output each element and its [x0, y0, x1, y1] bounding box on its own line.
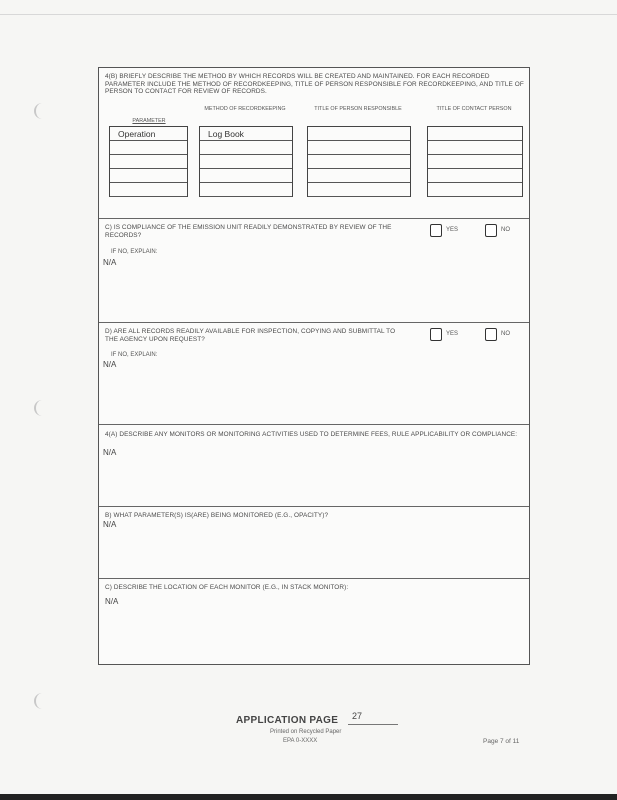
method-cell[interactable]: [200, 183, 292, 197]
punch-hole-bottom: [34, 693, 48, 709]
compliance-yes-label: YES: [446, 227, 459, 233]
parameters-answer[interactable]: N/A: [103, 520, 117, 529]
compliance-explain-label: IF NO, EXPLAIN:: [111, 249, 158, 255]
availability-section: [99, 322, 529, 425]
compliance-answer[interactable]: N/A: [103, 258, 117, 267]
location-section: [99, 578, 529, 664]
application-form: [98, 67, 530, 665]
parameters-question: B) WHAT PARAMETER(S) IS(ARE) BEING MONITORED (E.G., OPACITY)?: [105, 512, 329, 519]
compliance-section: [99, 218, 529, 323]
contact-cell[interactable]: [428, 169, 522, 183]
page-of-count: Page 7 of 11: [483, 738, 520, 745]
application-page-number: 27: [352, 711, 363, 721]
page-number-underline: [348, 724, 398, 725]
parameters-section: [99, 506, 529, 579]
form-identifier: EPA 0-XXXX: [283, 738, 318, 744]
col-parameter-header: PARAMETER: [132, 118, 166, 124]
responsible-cell[interactable]: [308, 155, 410, 169]
method-column: [199, 126, 293, 197]
punch-hole-middle: [34, 400, 48, 416]
monitors-question: 4(A) DESCRIBE ANY MONITORS OR MONITORING ACTIVITIES USED TO DETERMINE FEES, RULE APPLICABILITY OR COMPLIANCE:: [105, 431, 518, 438]
compliance-question: C) IS COMPLIANCE OF THE EMISSION UNIT READILY DEMONSTRATED BY REVIEW OF THE RECORDS?: [105, 224, 392, 239]
location-answer[interactable]: N/A: [105, 597, 119, 606]
parameter-cell[interactable]: [110, 183, 187, 197]
parameter-cell[interactable]: [110, 141, 187, 155]
monitors-answer[interactable]: N/A: [103, 448, 117, 457]
recycled-paper-note: Printed on Recycled Paper: [270, 729, 342, 735]
location-question: C) DESCRIBE THE LOCATION OF EACH MONITOR (E.G., IN STACK MONITOR):: [105, 584, 349, 591]
col-contact-header: TITLE OF CONTACT PERSON: [436, 106, 512, 112]
availability-no-checkbox[interactable]: [485, 328, 497, 341]
availability-yes-label: YES: [446, 331, 459, 337]
parameter-cell[interactable]: [110, 155, 187, 169]
method-cell[interactable]: [200, 141, 292, 155]
contact-cell[interactable]: [428, 155, 522, 169]
records-question: 4(B) BRIEFLY DESCRIBE THE METHOD BY WHICH RECORDS WILL BE CREATED AND MAINTAINED. FOR EACH RECORDED PARAMETER INCLUDE THE METHOD OF RECORDKEEPING, TITLE OF PERSON RESPONSIBLE FOR RECORDKEEPING, AND TITLE OF PERSON TO CONTACT FOR REVIEW OF RECORDS.: [105, 73, 524, 96]
contact-cell[interactable]: [428, 127, 522, 141]
punch-hole-top: [34, 103, 48, 119]
compliance-no-label: NO: [501, 227, 510, 233]
responsible-cell[interactable]: [308, 141, 410, 155]
top-scan-line: [0, 14, 617, 15]
compliance-no-checkbox[interactable]: [485, 224, 497, 237]
parameter-cell[interactable]: [110, 169, 187, 183]
records-section: [99, 68, 529, 219]
method-cell[interactable]: Log Book: [200, 127, 292, 141]
availability-yes-checkbox[interactable]: [430, 328, 442, 341]
responsible-cell[interactable]: [308, 127, 410, 141]
col-responsible-header: TITLE OF PERSON RESPONSIBLE: [314, 106, 402, 112]
application-page-title: APPLICATION PAGE: [236, 715, 339, 726]
availability-explain-label: IF NO, EXPLAIN:: [111, 352, 158, 358]
responsible-column: [307, 126, 411, 197]
method-cell[interactable]: [200, 155, 292, 169]
parameter-column: [109, 126, 188, 197]
compliance-yes-checkbox[interactable]: [430, 224, 442, 237]
contact-column: [427, 126, 523, 197]
availability-question: D) ARE ALL RECORDS READILY AVAILABLE FOR INSPECTION, COPYING AND SUBMITTAL TO THE AGENCY UPON REQUEST?: [105, 328, 396, 343]
availability-no-label: NO: [501, 331, 510, 337]
contact-cell[interactable]: [428, 183, 522, 197]
responsible-cell[interactable]: [308, 183, 410, 197]
availability-answer[interactable]: N/A: [103, 360, 117, 369]
monitors-section: [99, 424, 529, 507]
method-cell[interactable]: [200, 169, 292, 183]
col-method-header: METHOD OF RECORDKEEPING: [204, 106, 286, 112]
contact-cell[interactable]: [428, 141, 522, 155]
parameter-cell[interactable]: Operation: [110, 127, 187, 141]
responsible-cell[interactable]: [308, 169, 410, 183]
bottom-scan-edge: [0, 794, 617, 800]
